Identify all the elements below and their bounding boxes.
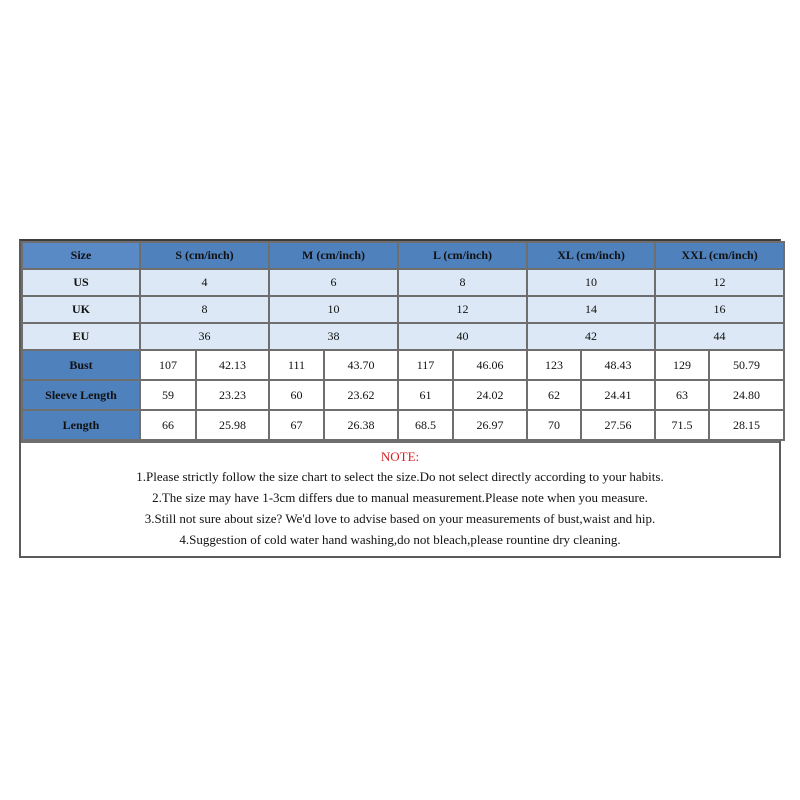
cell: 4 — [140, 269, 269, 296]
cell-cm: 59 — [140, 380, 196, 410]
note-line: 3.Still not sure about size? We'd love to advise based on your measurements of bust,waist and hip. — [144, 511, 656, 526]
cell-inch: 46.06 — [453, 350, 527, 380]
note-line: 4.Suggestion of cold water hand washing,do not bleach,please rountine dry cleaning. — [179, 532, 621, 547]
cell-inch: 42.13 — [196, 350, 269, 380]
cell: 16 — [655, 296, 784, 323]
cell-inch: 25.98 — [196, 410, 269, 440]
cell: 40 — [398, 323, 527, 350]
header-size-label: Size — [22, 242, 140, 269]
cell-inch: 27.56 — [581, 410, 655, 440]
measurement-row-length — [22, 410, 784, 440]
note-line: 2.The size may have 1-3cm differs due to manual measurement.Please note when you measure. — [152, 490, 648, 505]
cell-inch: 26.97 — [453, 410, 527, 440]
cell: 12 — [655, 269, 784, 296]
size-table — [21, 241, 785, 441]
cell: 8 — [398, 269, 527, 296]
cell-inch: 26.38 — [324, 410, 398, 440]
cell-cm: 107 — [140, 350, 196, 380]
header-size-xxl: XXL (cm/inch) — [655, 242, 784, 269]
cell-inch: 23.23 — [196, 380, 269, 410]
cell: 44 — [655, 323, 784, 350]
cell: 12 — [398, 296, 527, 323]
cell: 6 — [269, 269, 398, 296]
cell: 14 — [527, 296, 655, 323]
cell-cm: 66 — [140, 410, 196, 440]
note-line: 1.Please strictly follow the size chart to select the size.Do not select directly according to your habits. — [136, 469, 664, 484]
measurement-row-bust — [22, 350, 784, 380]
cell-inch: 43.70 — [324, 350, 398, 380]
conversion-row-eu — [22, 323, 784, 350]
cell: 42 — [527, 323, 655, 350]
cell-inch: 24.80 — [709, 380, 784, 410]
header-size-m: M (cm/inch) — [269, 242, 398, 269]
row-label: US — [22, 269, 140, 296]
measurement-row-sleeve-length — [22, 380, 784, 410]
conversion-row-us — [22, 269, 784, 296]
header-size-s: S (cm/inch) — [140, 242, 269, 269]
cell-cm: 71.5 — [655, 410, 709, 440]
header-size-l: L (cm/inch) — [398, 242, 527, 269]
cell-cm: 61 — [398, 380, 453, 410]
row-label: EU — [22, 323, 140, 350]
cell-cm: 60 — [269, 380, 324, 410]
cell-inch: 50.79 — [709, 350, 784, 380]
cell: 10 — [269, 296, 398, 323]
cell-cm: 63 — [655, 380, 709, 410]
cell-cm: 70 — [527, 410, 581, 440]
cell-cm: 68.5 — [398, 410, 453, 440]
header-size-xl: XL (cm/inch) — [527, 242, 655, 269]
cell-cm: 117 — [398, 350, 453, 380]
notes-title: NOTE: — [380, 449, 420, 464]
cell-cm: 67 — [269, 410, 324, 440]
cell: 8 — [140, 296, 269, 323]
cell-cm: 62 — [527, 380, 581, 410]
cell-inch: 48.43 — [581, 350, 655, 380]
conversion-row-uk — [22, 296, 784, 323]
header-row — [22, 242, 784, 269]
row-label: Length — [22, 410, 140, 440]
notes-section — [21, 441, 779, 556]
row-label: UK — [22, 296, 140, 323]
cell-cm: 123 — [527, 350, 581, 380]
cell-cm: 111 — [269, 350, 324, 380]
cell: 38 — [269, 323, 398, 350]
cell-inch: 23.62 — [324, 380, 398, 410]
row-label: Bust — [22, 350, 140, 380]
cell-cm: 129 — [655, 350, 709, 380]
cell-inch: 24.02 — [453, 380, 527, 410]
cell-inch: 28.15 — [709, 410, 784, 440]
cell: 36 — [140, 323, 269, 350]
cell-inch: 24.41 — [581, 380, 655, 410]
row-label: Sleeve Length — [22, 380, 140, 410]
cell: 10 — [527, 269, 655, 296]
size-chart — [19, 239, 781, 558]
